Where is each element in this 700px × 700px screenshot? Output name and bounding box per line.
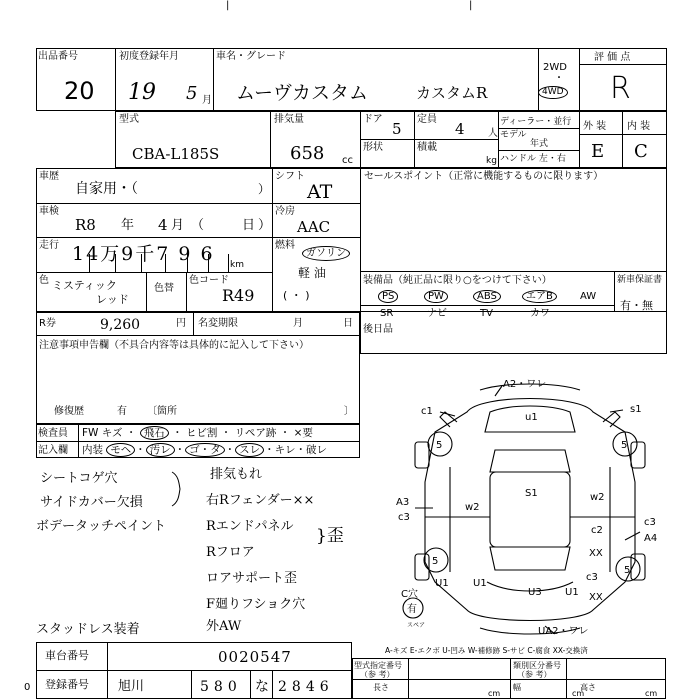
diagram-w2-right: w2	[590, 492, 605, 503]
name-change-month: 月	[293, 318, 303, 329]
inspection-day-unit: 日	[242, 218, 256, 233]
remark-brace: }歪	[316, 526, 344, 546]
color-label: 色	[39, 275, 49, 286]
model-label: 型式	[119, 114, 139, 125]
wd-dot: ・	[554, 73, 564, 84]
diagram-spare-have: 有	[407, 604, 417, 615]
mileage-value: 14万9千7 9 6	[72, 243, 215, 265]
fuel-label: 燃料	[275, 240, 295, 251]
length-unit: cm	[488, 689, 501, 698]
inspection-month: 4	[158, 216, 168, 234]
after-items-label: 後日品	[363, 324, 393, 335]
fuel-diesel: 軽 油	[298, 266, 326, 280]
remark-right-7: 外AW	[206, 619, 242, 634]
registration-month: 5	[186, 83, 198, 104]
ac-label: 冷房	[275, 206, 295, 217]
first-registration-label: 初度登録年月	[119, 51, 179, 62]
load-unit: kg	[486, 156, 497, 166]
diagram-bottom-label: UA2・ワレ	[538, 626, 589, 637]
remark-right-1: 排気もれ	[210, 467, 263, 482]
chassis-number: 0020547	[218, 648, 292, 666]
mileage-label: 走行	[39, 240, 59, 251]
diagram-xx-br: XX	[589, 592, 603, 603]
inspection-era: R8	[75, 216, 96, 234]
registration-year: 19	[128, 80, 156, 105]
sales-point-label: セールスポイント（正常に機能するものに限ります）	[364, 171, 604, 182]
color-change-label: 色替	[154, 283, 174, 294]
capacity-unit: 人	[488, 128, 498, 139]
repair-history-label: 修復歴	[54, 406, 84, 417]
remark-right-6: F廻りフショク穴	[206, 597, 306, 612]
2wd-label: 2WD	[543, 62, 567, 73]
chassis-label: 車台番号	[45, 649, 89, 662]
lot-label: 出品番号	[38, 51, 78, 62]
interior-label: 内 装	[627, 121, 651, 132]
diagram-c3-br: c3	[586, 572, 598, 583]
color-value-2: レッド	[96, 293, 129, 306]
diagram-s1-center: S1	[525, 488, 538, 499]
top-mark-right: |	[469, 0, 473, 11]
repair-place-close: 〕	[344, 406, 354, 417]
displacement-label: 排気量	[274, 114, 304, 125]
equip-abs: ABS	[473, 290, 501, 303]
diagram-c1: c1	[421, 406, 433, 417]
diagram-5-bl: 5	[432, 556, 439, 567]
name-change-label: 名変期限	[198, 318, 238, 329]
recycle-label: R券	[39, 318, 56, 329]
grade: カスタムR	[416, 84, 488, 102]
name-change-day: 日	[343, 318, 353, 329]
height-unit: cm	[645, 689, 658, 698]
inspection-day-open: （	[191, 218, 205, 233]
4wd-label: 4WD	[538, 86, 568, 99]
history-close: ）	[258, 182, 271, 196]
warranty-value: 有・無	[620, 299, 653, 312]
remark-left-brace	[170, 470, 182, 508]
displacement-value: 658	[290, 143, 325, 164]
interior-grade: C	[634, 141, 648, 162]
equip-airbag: エアB	[522, 290, 557, 303]
diagram-a3: A3	[396, 497, 410, 508]
warranty-label: 新車保証書	[617, 275, 663, 285]
rear-window	[490, 547, 570, 570]
diagram-u1-bm: U1	[473, 578, 487, 589]
remark-right-5: ロアサポート歪	[206, 571, 298, 586]
plate-label: 登録番号	[45, 678, 89, 691]
class-ref: （参 考）	[517, 670, 552, 679]
width-unit: cm	[572, 689, 585, 698]
displacement-unit: cc	[342, 155, 353, 166]
class-label: 類別区分番号	[513, 661, 561, 670]
diagram-spare-label: スペア	[407, 622, 426, 629]
width-label: 幅	[513, 683, 521, 692]
length-label: 長さ	[373, 683, 389, 692]
diagram-5-tl: 5	[436, 440, 443, 451]
equip-sr: SR	[380, 308, 394, 319]
shift-label: シフト	[275, 171, 305, 182]
diagram-5-tr: 5	[621, 440, 628, 451]
legend-row-2: 内装 モヘ ・ 汚レ ・ ゴ・タ ・ スレ ・キレ・破レ	[82, 444, 328, 456]
mileage-unit: km	[230, 260, 244, 270]
diagram-c-hole: C穴	[401, 589, 418, 600]
diagram-u1-br: U1	[565, 587, 579, 598]
car-name-label: 車名・グレード	[216, 51, 286, 62]
top-mark-left: |	[226, 0, 230, 11]
equip-tv: TV	[480, 308, 493, 319]
diagram-u1-top: u1	[525, 412, 538, 423]
shape-label: 形状	[363, 142, 383, 153]
model-year-label: モデル	[500, 130, 527, 140]
repair-history-value: 有	[117, 406, 127, 417]
evaluation-label: 評 価 点	[594, 52, 631, 63]
inspection-month-unit: 月	[171, 218, 185, 233]
notes-label: 注意事項申告欄（不具合内容等は具体的に記入して下さい）	[39, 340, 309, 351]
exterior-grade: E	[591, 141, 605, 162]
load-label: 積載	[417, 142, 437, 153]
diagram-c3-right: c3	[644, 517, 656, 528]
roof	[490, 472, 570, 547]
fuel-gasoline: ガソリン	[302, 246, 350, 261]
inspection-day-close: ）	[258, 218, 272, 233]
ac-value: AAC	[297, 218, 331, 236]
diagram-5-br: 5	[624, 565, 631, 576]
type-spec-ref: （参 考）	[360, 670, 395, 679]
dealer-label: ディーラー・並行	[500, 117, 572, 127]
diagram-u3: U3	[528, 587, 542, 598]
color-code-label: 色コード	[189, 275, 229, 286]
year-label: 年式	[530, 139, 549, 149]
remark-right-3: Rエンドパネル	[206, 519, 294, 534]
diagram-s1-top: s1	[630, 404, 642, 415]
inspection-year-unit: 年	[121, 218, 135, 233]
equip-leather: カワ	[530, 308, 550, 319]
diagram-w2-left: w2	[465, 502, 480, 513]
equip-navi: ナビ	[427, 308, 447, 319]
equipment-label: 装備品（純正品に限り○をつけて下さい）	[363, 275, 552, 286]
type-spec-label: 型式指定番号	[354, 661, 402, 670]
plate-number: 2846	[278, 679, 334, 695]
windshield	[490, 450, 570, 472]
fuel-paren: ( ・ )	[283, 289, 310, 302]
remark-left-2: サイドカバー欠損	[40, 495, 143, 510]
shift-value: AT	[307, 181, 333, 203]
plate-area: 旭川	[118, 679, 145, 694]
after-items-box	[360, 312, 667, 354]
remark-right-4: Rフロア	[206, 545, 255, 560]
legend-row-1: FW キズ ・ 飛石 ・ ヒビ割 ・ リペア跡 ・ ×要	[82, 427, 313, 439]
inspection-label: 車検	[39, 206, 59, 217]
diagram-c3-left: c3	[398, 512, 410, 523]
repair-place-label: 〔箇所	[147, 406, 177, 417]
inspector-label: 検査員	[38, 428, 68, 439]
diagram-a4: A4	[644, 533, 658, 544]
color-code-value: R49	[222, 286, 255, 305]
month-unit: 月	[202, 95, 212, 106]
height-label: 高さ	[580, 683, 596, 692]
footer-left-mark: 0	[24, 682, 31, 693]
plate-class: 580	[200, 679, 242, 695]
diagram-legend: A-キズ E-エクボ U-凹み W-補修跡 S-サビ C-腐食 XX-交換済	[385, 646, 588, 655]
recorder-label: 記入欄	[38, 445, 68, 456]
capacity-value: 4	[455, 120, 465, 138]
equip-ps: PS	[378, 290, 398, 303]
history-label: 車歴	[39, 171, 59, 182]
car-damage-diagram	[395, 372, 670, 642]
car-name: ムーヴカスタム	[236, 82, 369, 104]
door-value: 5	[392, 120, 402, 138]
capacity-label: 定員	[417, 114, 437, 125]
diagram-xx-mid: XX	[589, 548, 603, 559]
history-value: 自家用・（	[75, 181, 138, 197]
exterior-label: 外 装	[583, 121, 607, 132]
diagram-c2: c2	[591, 525, 603, 536]
lot-number: 20	[64, 77, 95, 105]
steering-label: ハンドル 左・右	[500, 154, 566, 164]
evaluation-score: R	[610, 71, 631, 106]
color-value: ミスティック	[52, 279, 117, 292]
equip-aw: AW	[580, 291, 597, 302]
diagram-top-label: A2・ワレ	[503, 379, 547, 390]
remark-right-2: 右Rフェンダー××	[206, 493, 315, 508]
studless-note: スタッドレス装着	[36, 622, 140, 637]
plate-kana: な	[255, 679, 269, 695]
model-value: CBA-L185S	[132, 145, 220, 163]
recycle-unit: 円	[176, 318, 186, 329]
remark-left-1: シートコゲ穴	[40, 471, 118, 486]
equip-pw: PW	[424, 290, 448, 303]
remark-left-3: ボデータッチペイント	[36, 519, 167, 534]
recycle-value: 9,260	[100, 317, 141, 333]
door-label: ドア	[363, 114, 383, 125]
diagram-u1-bl: U1	[435, 578, 449, 589]
